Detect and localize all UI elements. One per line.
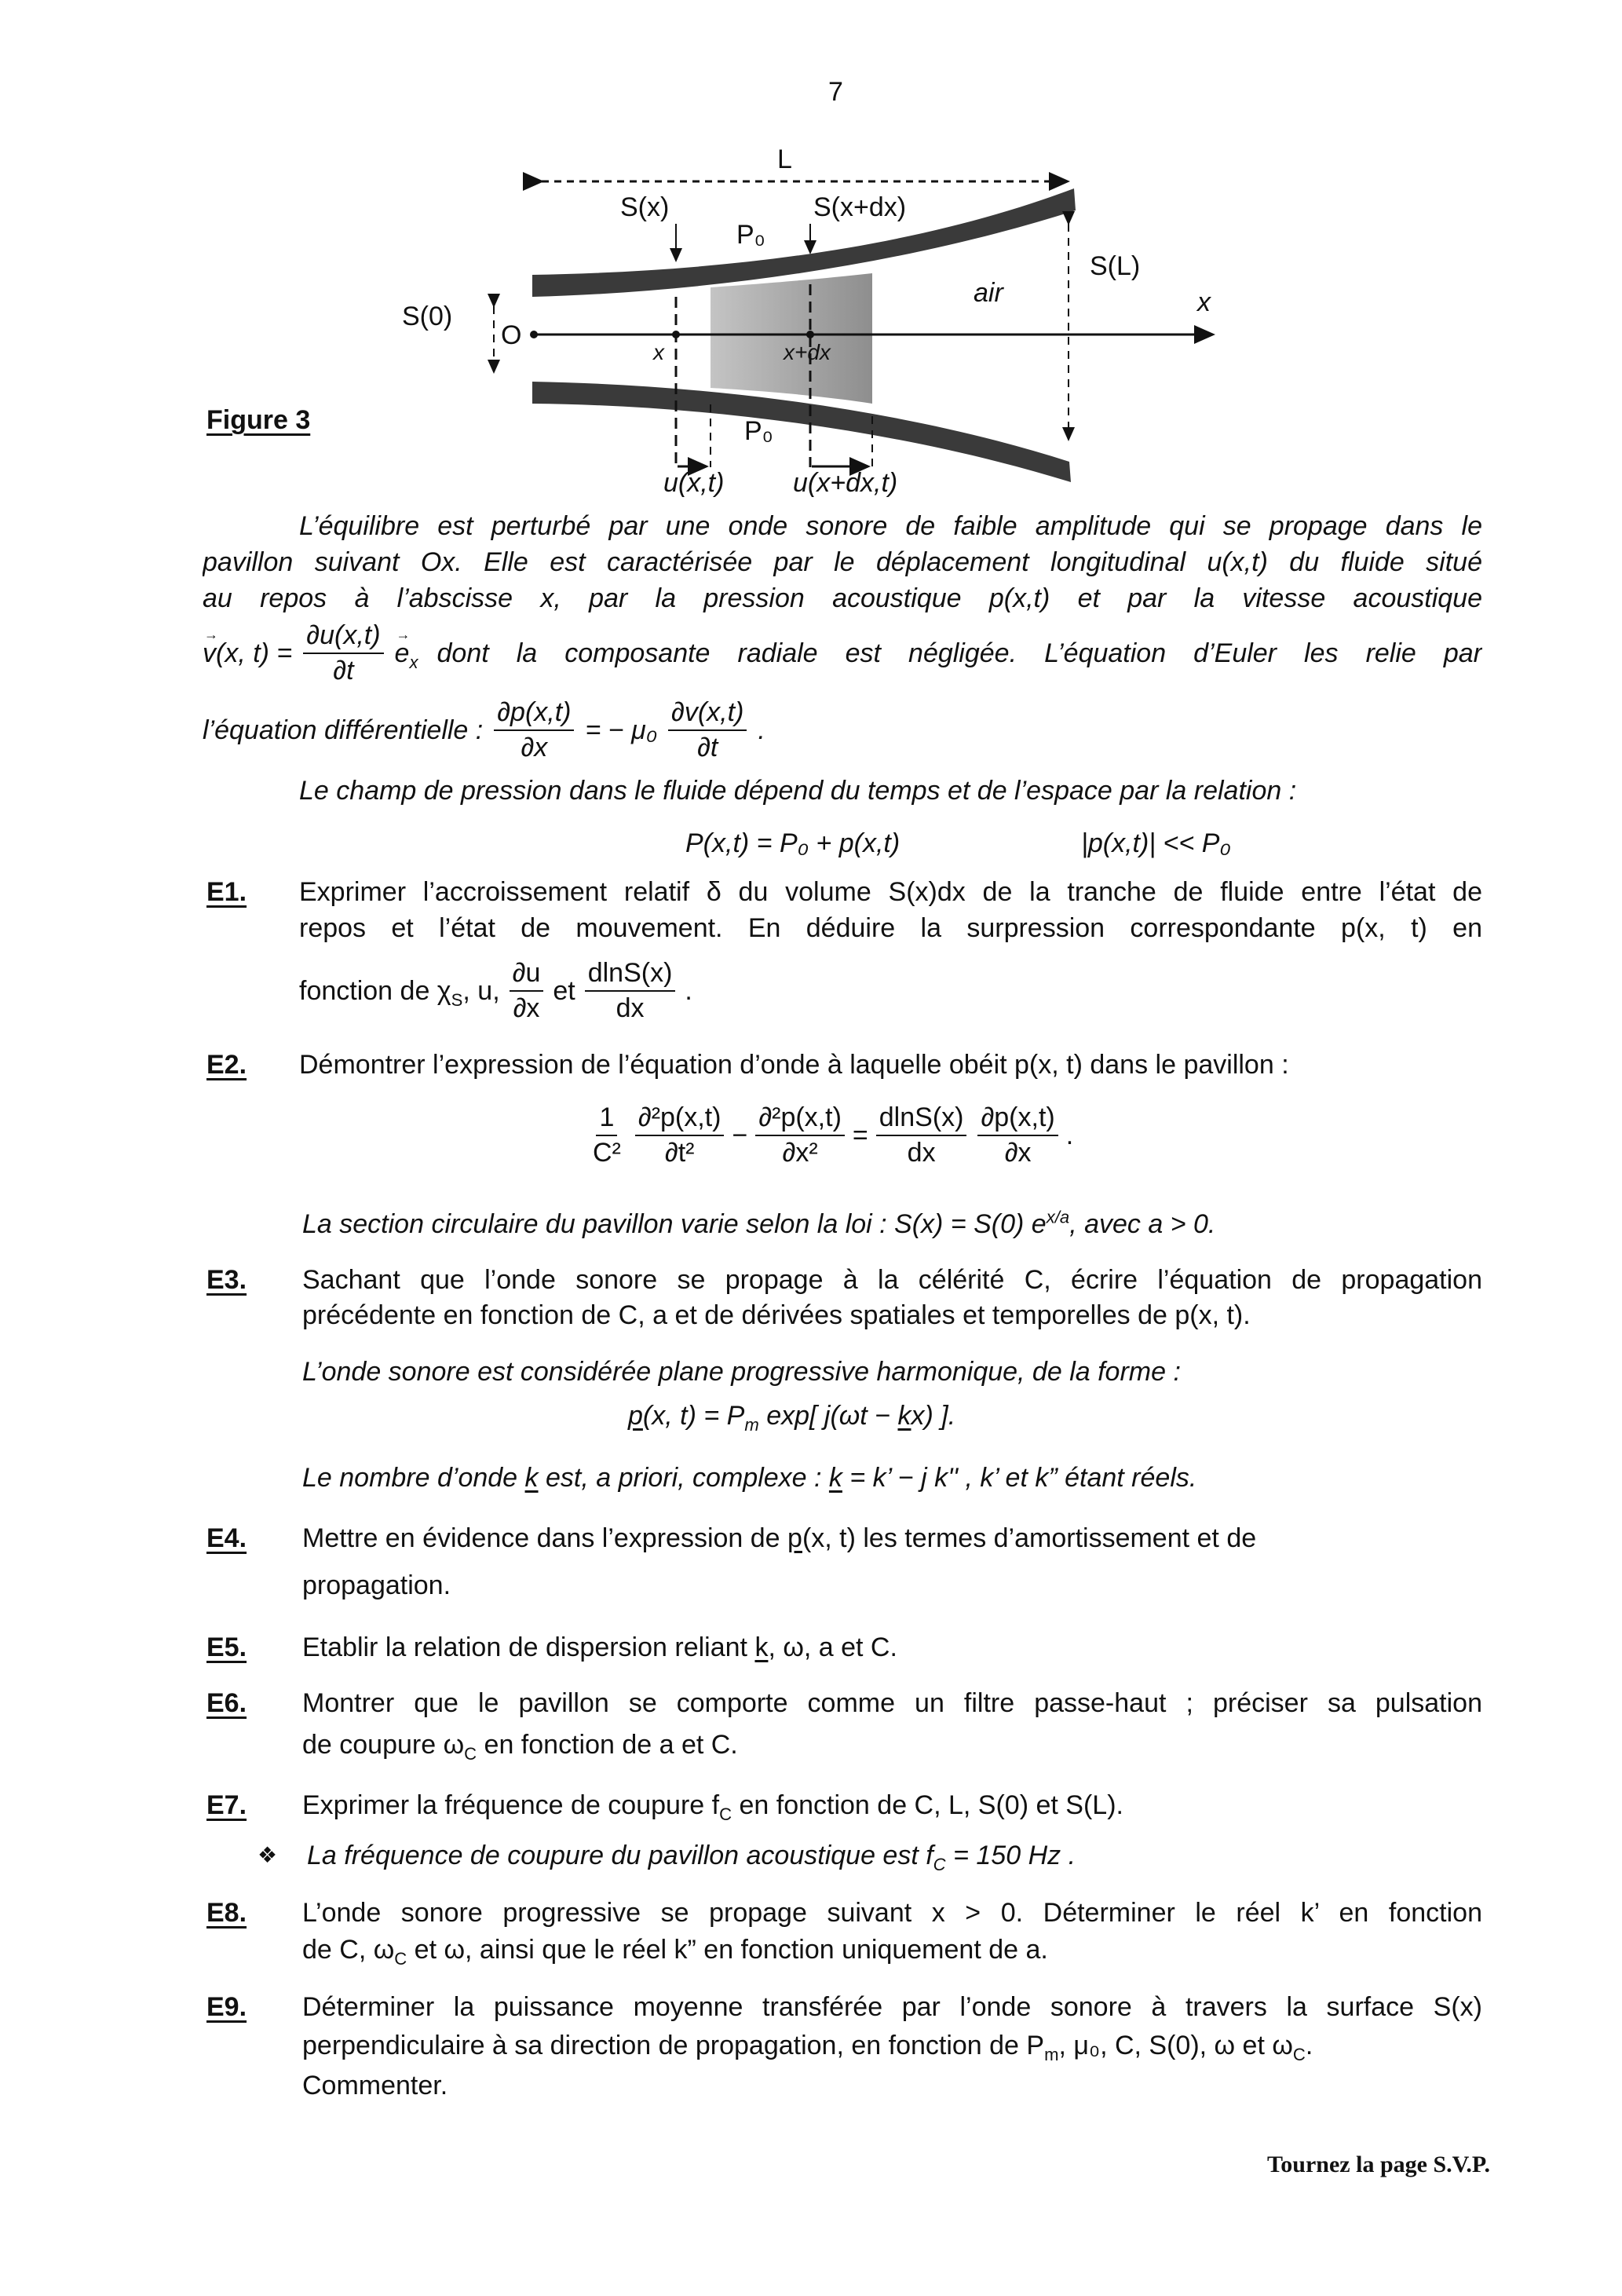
figure-caption: Figure 3	[206, 405, 311, 435]
E4-line-2: propagation.	[302, 1570, 451, 1600]
wave-form-intro: L’onde sonore est considérée plane progressive harmonique, de la forme :	[302, 1357, 1181, 1387]
E1-fraction-1	[510, 958, 544, 1024]
E9-line-3: Commenter.	[302, 2071, 448, 2100]
E1-text-group	[299, 975, 500, 1010]
fraction-den: C²	[593, 1138, 621, 1168]
E1-line-3	[299, 952, 692, 1030]
section-x-label: S(x)	[620, 192, 670, 222]
subscript: C	[464, 1743, 477, 1764]
velocity-lhs: → v(x, t) =	[203, 638, 292, 669]
question-label-E3: E3.	[206, 1265, 247, 1295]
displacement-xdx-label: u(x+dx,t)	[793, 468, 898, 498]
velocity-fraction	[303, 620, 383, 686]
fluid-slice	[711, 273, 872, 404]
text: en fonction de C, L, S(0) et S(L).	[732, 1790, 1123, 1820]
intro-line-4: dont la composante radiale est négligée. L’équation d’Euler les relie par	[437, 638, 1482, 668]
text: La section circulaire du pavillon varie selon la loi : S(x) = S(0) e	[302, 1209, 1047, 1239]
E1-line-1: Exprimer l’accroissement relatif δ du volume S(x)dx de la tranche de fluide entre l’état de	[299, 877, 1482, 907]
text: p	[787, 1523, 802, 1553]
fraction-num: ∂²p(x,t)	[635, 1102, 725, 1136]
intro-line-2: pavillon suivant Ox. Elle est caractérisée par le déplacement longitudinal u(x,t) du fluide situé	[203, 547, 1482, 577]
E9-line-1: Déterminer la puissance moyenne transférée par l’onde sonore à travers la surface S(x)	[302, 1992, 1482, 2022]
E1-fraction-2	[585, 958, 676, 1024]
equation-end: .	[1065, 1120, 1074, 1150]
x-mark-label: x	[653, 340, 664, 364]
wave-fraction-1	[590, 1102, 624, 1168]
text: de coupure ω	[302, 1730, 465, 1760]
question-label-E1: E1.	[206, 877, 247, 907]
pressure-bottom-label: P₀	[744, 416, 773, 446]
wave-form-equation	[628, 1398, 955, 1434]
question-label-E2: E2.	[206, 1050, 247, 1080]
text: = 150 Hz .	[945, 1841, 1076, 1870]
text: Etablir la relation de dispersion reliant	[302, 1632, 755, 1662]
section-law	[302, 1206, 1215, 1242]
wave-fraction-2	[635, 1102, 725, 1168]
fraction-den: ∂x	[521, 733, 548, 762]
text: = k’ − j k'' , k’ et k” étant réels.	[842, 1463, 1197, 1493]
fraction-den: dx	[616, 993, 645, 1023]
E5-line-1	[302, 1629, 897, 1665]
text: exp	[766, 1401, 810, 1431]
footer-turn-page: Tournez la page S.V.P.	[1267, 2152, 1490, 2177]
displacement-x-label: u(x,t)	[663, 468, 725, 498]
text: , u,	[462, 975, 500, 1006]
lower-wall	[532, 382, 1071, 482]
text: (x, t) = P	[642, 1401, 745, 1431]
text: La fréquence de coupure du pavillon acoustique est f	[307, 1841, 933, 1870]
text: fonction de χ	[299, 975, 451, 1006]
E6-line-2	[302, 1727, 738, 1763]
question-label-E9: E9.	[206, 1992, 247, 2022]
equation-end: .	[758, 715, 765, 745]
exponent: x/a	[1046, 1207, 1070, 1227]
E7-line-1	[302, 1787, 1123, 1823]
fraction-num: ∂u	[510, 958, 544, 992]
equation-operator: = − μ₀	[585, 715, 658, 745]
wavenumber-definition	[302, 1460, 1196, 1496]
origin-label: O	[501, 320, 522, 350]
equation-operator: −	[732, 1120, 748, 1150]
text: , avec a > 0.	[1069, 1209, 1216, 1239]
text: Mettre en évidence dans l’expression de	[302, 1523, 788, 1553]
text: et ω, ainsi que le réel k” en fonction uniquement de a.	[407, 1935, 1048, 1965]
text: .	[1305, 2031, 1313, 2060]
question-label-E4: E4.	[206, 1523, 247, 1553]
fraction-num: ∂²p(x,t)	[755, 1102, 845, 1136]
cutoff-frequency-note	[307, 1837, 1076, 1874]
unit-vector-group	[394, 638, 418, 672]
E6-line-1: Montrer que le pavillon se comporte comme un filtre passe-haut ; préciser sa pulsation	[302, 1688, 1482, 1718]
fraction-num: ∂u(x,t)	[303, 620, 383, 654]
text: k	[897, 1401, 911, 1431]
text: [ j(ωt −	[809, 1401, 898, 1431]
subscript: S	[451, 989, 463, 1010]
subscript: C	[1292, 2044, 1306, 2064]
equation-operator: =	[852, 1120, 868, 1150]
text: .	[685, 975, 692, 1006]
fraction-num: 1	[596, 1102, 617, 1136]
text: Exprimer la fréquence de coupure f	[302, 1790, 720, 1820]
E8-line-2	[302, 1932, 1048, 1968]
wave-equation	[586, 1096, 1073, 1175]
text: , μ₀, C, S(0), ω et ω	[1058, 2031, 1293, 2060]
origin-point	[530, 331, 538, 338]
E4-text-group	[787, 1520, 1482, 1556]
subscript: C	[719, 1804, 732, 1824]
euler-fraction-2	[668, 697, 747, 763]
wave-fraction-3	[755, 1102, 845, 1168]
subscript: C	[394, 1948, 407, 1969]
intro-line-1: L’équilibre est perturbé par une onde sonore de faible amplitude qui se propage dans le	[299, 511, 1482, 541]
question-label-E5: E5.	[206, 1632, 247, 1662]
intro-line-3: au repos à l’abscisse x, par la pression acoustique p(x,t) et par la vitesse acoustique	[203, 583, 1482, 613]
fraction-num: ∂p(x,t)	[977, 1102, 1058, 1136]
text: x) ].	[911, 1401, 956, 1431]
pressure-relation: P(x,t) = P₀ + p(x,t)	[685, 828, 901, 858]
text: est, a priori, complexe :	[538, 1463, 829, 1493]
fraction-num: ∂p(x,t)	[494, 697, 574, 731]
E3-line-1: Sachant que l’onde sonore se propage à la célérité C, écrire l’équation de propagation	[302, 1265, 1482, 1295]
fraction-num: dlnS(x)	[585, 958, 676, 992]
intro-line-6: Le champ de pression dans le fluide dépend du temps et de l’espace par la relation :	[299, 776, 1297, 806]
question-label-E6: E6.	[206, 1688, 247, 1718]
section-xdx-label: S(x+dx)	[813, 192, 907, 222]
figure-horn-diagram	[0, 0, 1622, 550]
euler-fraction-1	[494, 697, 574, 763]
E1-line-2: repos et l’état de mouvement. En déduire la surpression correspondante p(x, t) en	[299, 913, 1482, 943]
pressure-top-label: P₀	[736, 220, 765, 250]
subscript: m	[744, 1414, 759, 1435]
text: Le nombre d’onde	[302, 1463, 525, 1493]
text: de C, ω	[302, 1935, 395, 1965]
text: p	[628, 1401, 643, 1431]
section-0-label: S(0)	[402, 302, 453, 331]
E3-line-2: précédente en fonction de C, a et de dérivées spatiales et temporelles de p(x, t).	[302, 1300, 1251, 1330]
fraction-den: ∂x	[1004, 1138, 1032, 1168]
fraction-den: dx	[907, 1138, 936, 1168]
text: k	[828, 1463, 842, 1493]
x-axis-label: x	[1197, 287, 1211, 317]
velocity-definition	[203, 614, 1482, 693]
text: k	[754, 1632, 769, 1662]
fraction-den: ∂t	[333, 656, 354, 686]
text: et	[553, 975, 575, 1006]
page-number: 7	[828, 77, 843, 107]
length-label: L	[777, 144, 792, 174]
E8-line-1: L’onde sonore progressive se propage suivant x > 0. Déterminer le réel k’ en fonction	[302, 1898, 1482, 1928]
fraction-den: ∂x	[513, 993, 540, 1023]
E2-line-1: Démontrer l’expression de l’équation d’onde à laquelle obéit p(x, t) dans le pavillon :	[299, 1050, 1289, 1080]
fraction-num: dlnS(x)	[876, 1102, 967, 1136]
section-L-label: S(L)	[1090, 251, 1141, 281]
fraction-den: ∂t²	[664, 1138, 695, 1168]
text: k	[524, 1463, 539, 1493]
euler-equation	[203, 691, 765, 770]
text: en fonction de a et C.	[477, 1730, 738, 1760]
subscript: m	[1044, 2044, 1059, 2064]
text: (x, t) les termes d’amortissement et de	[802, 1523, 1257, 1553]
air-label: air	[974, 278, 1003, 308]
text: , ω, a et C.	[768, 1632, 897, 1662]
intro-line-5: l’équation différentielle :	[203, 715, 484, 745]
pressure-condition: |p(x,t)| << P₀	[1081, 828, 1231, 858]
E9-line-2	[302, 2027, 1313, 2064]
diamond-bullet-icon: ❖	[258, 1843, 278, 1867]
unit-vector-sub: x	[409, 652, 418, 672]
fraction-den: ∂t	[697, 733, 718, 762]
wave-fraction-4	[876, 1102, 967, 1168]
question-label-E8: E8.	[206, 1898, 247, 1928]
wave-fraction-5	[977, 1102, 1058, 1168]
fraction-num: ∂v(x,t)	[668, 697, 747, 731]
question-label-E7: E7.	[206, 1790, 247, 1820]
E4-line-1	[302, 1520, 1482, 1556]
text: perpendiculaire à sa direction de propagation, en fonction de P	[302, 2031, 1045, 2060]
xdx-mark-label: x+dx	[784, 340, 831, 364]
fraction-den: ∂x²	[782, 1138, 818, 1168]
subscript: C	[933, 1854, 946, 1874]
unit-vector: → e	[395, 638, 410, 669]
